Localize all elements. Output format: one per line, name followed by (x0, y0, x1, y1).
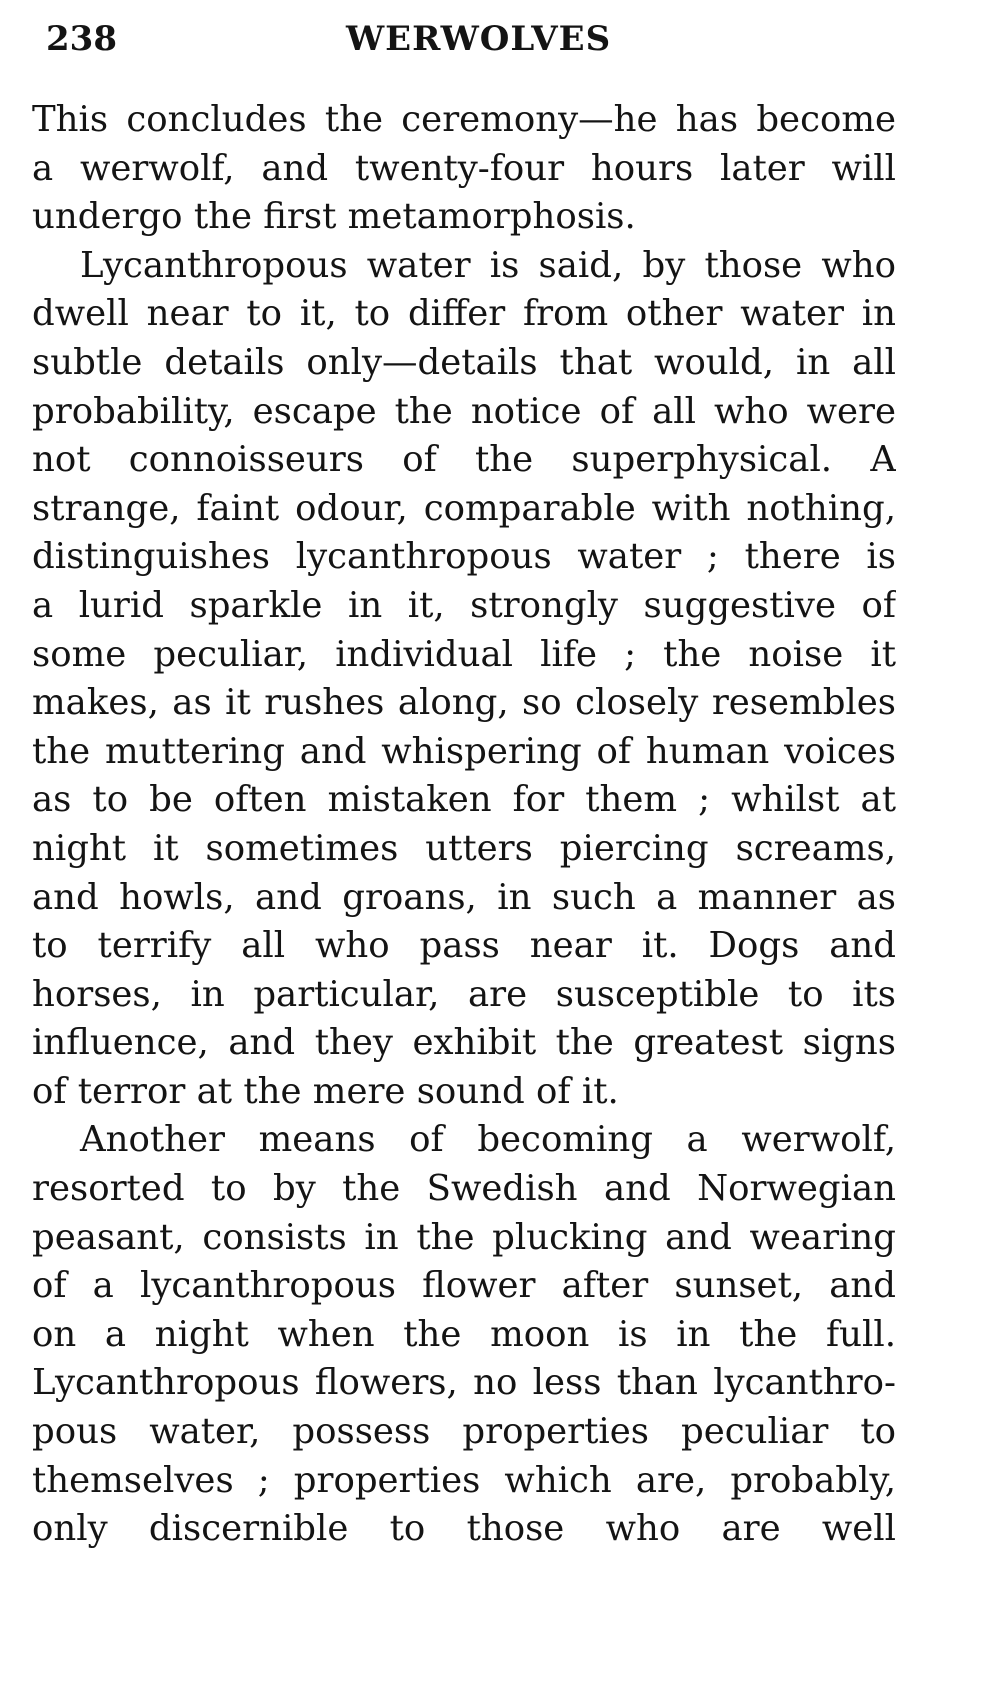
text-line: pous water, possess properties peculiar to (32, 1411, 896, 1453)
text-line: peasant, consists in the plucking and wearing (32, 1216, 896, 1258)
text-line: makes, as it rushes along, so closely resembles (32, 682, 896, 724)
text-line: probability, escape the notice of all who were (32, 390, 896, 432)
text-line: of a lycanthropous flower after sunset, and (32, 1265, 896, 1307)
text-line: to terrify all who pass near it. Dogs and (32, 925, 896, 967)
text-line: night it sometimes utters piercing screams, (32, 827, 896, 869)
text-line: undergo the first metamorphosis. (32, 196, 636, 238)
text-line: distinguishes lycanthropous water ; there is (32, 536, 896, 578)
text-line: not connoisseurs of the superphysical. A (32, 439, 896, 481)
text-line: influence, and they exhibit the greatest signs (32, 1022, 896, 1064)
running-head (46, 14, 656, 64)
body-text (32, 96, 896, 1554)
text-line: as to be often mistaken for them ; whilst at (32, 779, 896, 821)
text-line: Another means of becoming a werwolf, (80, 1119, 896, 1161)
text-line: Lycanthropous water is said, by those who (80, 244, 896, 286)
text-line: subtle details only—details that would, in all (32, 341, 896, 383)
text-line: a werwolf, and twenty-four hours later will (32, 147, 896, 189)
running-title: WERWOLVES (346, 19, 612, 59)
text-line: of terror at the mere sound of it. (32, 1070, 619, 1112)
text-line: Lycanthropous flowers, no less than lycanthro- (32, 1362, 896, 1404)
page-number: 238 (46, 19, 117, 59)
text-line: a lurid sparkle in it, strongly suggestive of (32, 584, 896, 626)
text-line: only discernible to those who are well (32, 1508, 896, 1550)
text-line: some peculiar, individual life ; the noise it (32, 633, 896, 675)
text-line: the muttering and whispering of human voices (32, 730, 896, 772)
text-line: This concludes the ceremony—he has become (32, 99, 896, 140)
text-line: on a night when the moon is in the full. (32, 1313, 896, 1355)
text-line: and howls, and groans, in such a manner as (32, 876, 896, 918)
text-line: themselves ; properties which are, probably, (32, 1459, 896, 1501)
text-line: strange, faint odour, comparable with nothing, (32, 487, 896, 529)
text-line: dwell near to it, to differ from other water in (32, 293, 896, 335)
text-line: resorted to by the Swedish and Norwegian (32, 1168, 896, 1210)
text-line: horses, in particular, are susceptible to its (32, 973, 896, 1015)
